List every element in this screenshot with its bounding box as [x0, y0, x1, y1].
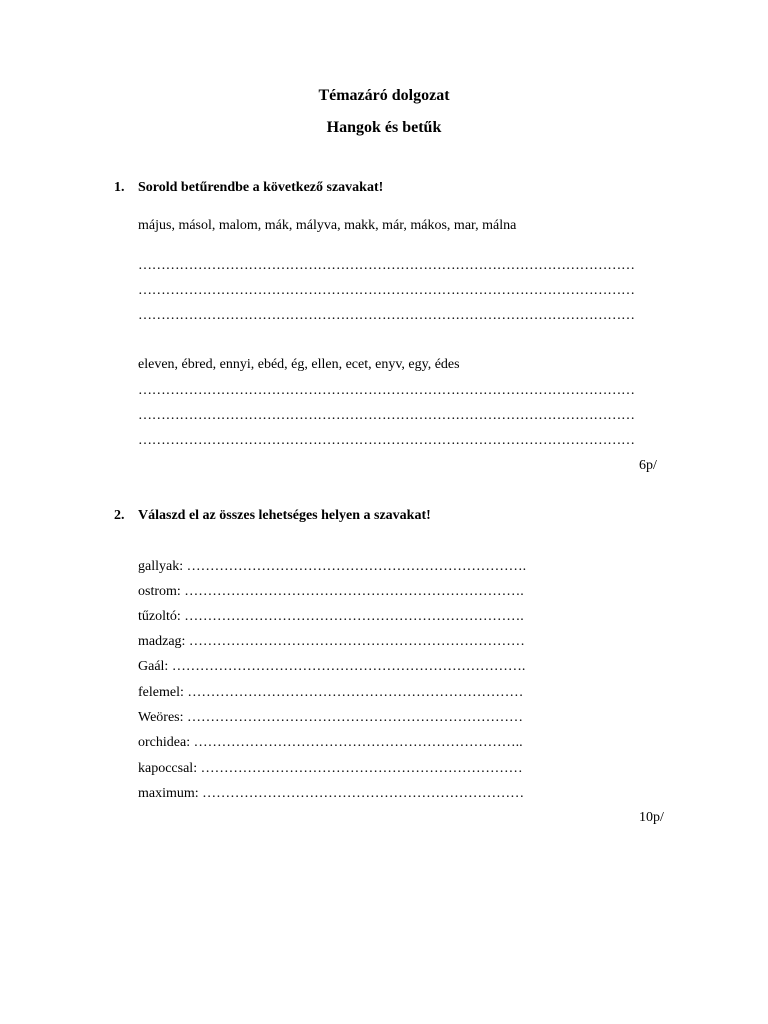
- hyphenation-row: maximum: ……………………………………………………………: [138, 786, 525, 801]
- task-2-instruction: Válaszd el az összes lehetséges helyen a szavakat!: [138, 508, 431, 523]
- answer-line: ………………………………………………………………………………………………: [138, 408, 635, 423]
- hyphenation-row: tűzoltó: ……………………………………………………………….: [138, 609, 524, 624]
- task-2-heading: [114, 508, 431, 524]
- task-1-word-list-a: május, másol, malom, mák, mályva, makk, már, mákos, mar, málna: [138, 218, 517, 233]
- task-1-number: 1.: [114, 180, 125, 195]
- answer-line: ………………………………………………………………………………………………: [138, 258, 635, 273]
- task-1-heading: [114, 180, 383, 196]
- answer-line: ………………………………………………………………………………………………: [138, 433, 635, 448]
- answer-line: ………………………………………………………………………………………………: [138, 383, 635, 398]
- task-2-number: 2.: [114, 508, 125, 523]
- document-subtitle: Hangok és betűk: [326, 119, 442, 136]
- hyphenation-row: felemel: ………………………………………………………………: [138, 685, 524, 700]
- hyphenation-row: Gaál: ………………………………………………………………….: [138, 659, 526, 674]
- hyphenation-row: madzag: ………………………………………………………………: [138, 634, 525, 649]
- task-1-word-list-b: eleven, ébred, ennyi, ebéd, ég, ellen, ecet, enyv, egy, édes: [138, 357, 460, 372]
- hyphenation-row: gallyak: ……………………………………………………………….: [138, 559, 527, 574]
- document-title: Témazáró dolgozat: [318, 87, 450, 104]
- answer-line: ………………………………………………………………………………………………: [138, 308, 635, 323]
- hyphenation-row: orchidea: ……………………………………………………………..: [138, 735, 523, 750]
- task-1-points: 6p/: [639, 458, 657, 473]
- hyphenation-row: kapoccsal: ……………………………………………………………: [138, 761, 523, 776]
- hyphenation-row: Weöres: ………………………………………………………………: [138, 710, 524, 725]
- answer-line: ………………………………………………………………………………………………: [138, 283, 635, 298]
- task-1-instruction: Sorold betűrendbe a következő szavakat!: [138, 180, 384, 195]
- task-2-points: 10p/: [639, 810, 664, 825]
- hyphenation-row: ostrom: ……………………………………………………………….: [138, 584, 524, 599]
